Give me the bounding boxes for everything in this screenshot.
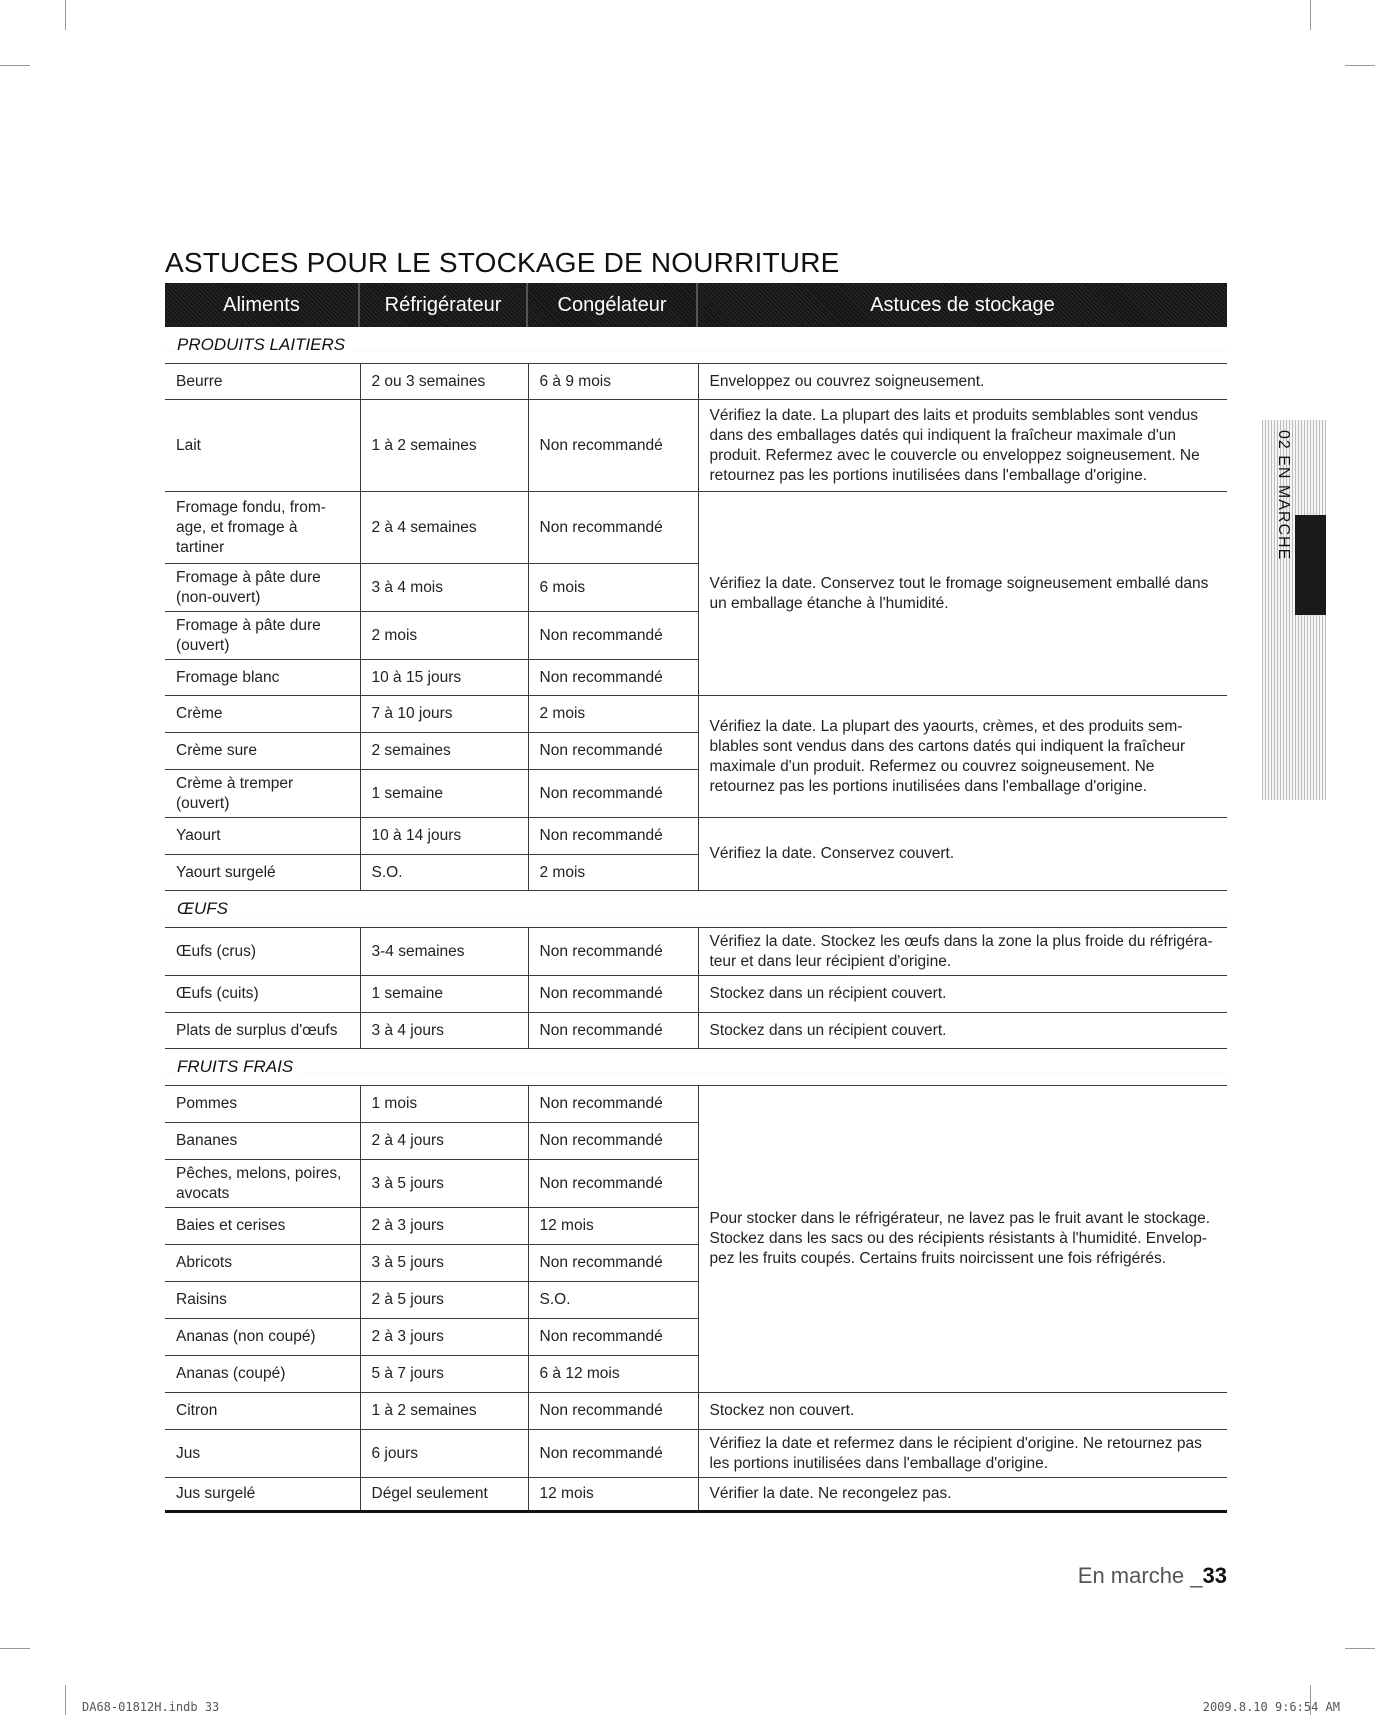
food-cell: Raisins (165, 1282, 360, 1319)
fridge-cell: 2 semaines (360, 733, 528, 770)
fridge-cell: 3-4 semaines (360, 928, 528, 976)
table-row (165, 1393, 1227, 1430)
fridge-cell: 1 à 2 semaines (360, 1393, 528, 1430)
table-row (165, 364, 1227, 400)
footer-label: En marche _ (1077, 1563, 1203, 1588)
food-cell: Yaourt (165, 818, 360, 855)
freezer-cell: Non recommandé (528, 612, 698, 660)
food-cell: Baies et cerises (165, 1208, 360, 1245)
crop-mark (0, 65, 30, 66)
freezer-cell: Non recommandé (528, 770, 698, 818)
tip-cell: Vérifiez la date. Conservez tout le fromage soigneusement emballé dans un emballage étanche à l'humidité. (698, 492, 1227, 696)
crop-mark (1310, 0, 1311, 30)
tip-cell: Enveloppez ou couvrez soigneusement. (698, 364, 1227, 400)
table-row (165, 1013, 1227, 1049)
table-row (165, 400, 1227, 492)
fridge-cell: 2 ou 3 semaines (360, 364, 528, 400)
fridge-cell: 2 à 4 jours (360, 1123, 528, 1160)
table-row (165, 696, 1227, 733)
food-cell: Lait (165, 400, 360, 492)
fridge-cell: 10 à 14 jours (360, 818, 528, 855)
fridge-cell: 1 semaine (360, 976, 528, 1013)
freezer-cell: Non recommandé (528, 660, 698, 696)
crop-mark (0, 1648, 30, 1649)
table-row (165, 928, 1227, 976)
food-cell: Fromage fondu, from-age, et fromage à tartiner (165, 492, 360, 564)
section-row (165, 1049, 1227, 1086)
crop-mark (1345, 65, 1375, 66)
fridge-cell: 1 à 2 semaines (360, 400, 528, 492)
freezer-cell: Non recommandé (528, 976, 698, 1013)
freezer-cell: 12 mois (528, 1208, 698, 1245)
page-title: ASTUCES POUR LE STOCKAGE DE NOURRITURE (165, 247, 1225, 286)
fridge-cell: 7 à 10 jours (360, 696, 528, 733)
food-cell: Crème (165, 696, 360, 733)
freezer-cell: 6 à 12 mois (528, 1356, 698, 1393)
table-row (165, 1430, 1227, 1478)
food-cell: Pêches, melons, poires, avocats (165, 1160, 360, 1208)
food-cell: Fromage à pâte dure (non-ouvert) (165, 564, 360, 612)
freezer-cell: 12 mois (528, 1478, 698, 1512)
section-title: ŒUFS (177, 899, 234, 918)
tip-cell: Vérifiez la date et refermez dans le récipient d'origine. Ne retournez pas les portions inutilisées dans l'emballage d'origine. (698, 1430, 1227, 1478)
freezer-cell: 6 à 9 mois (528, 364, 698, 400)
crop-mark (65, 0, 66, 30)
tip-cell: Vérifiez la date. Conservez couvert. (698, 818, 1227, 891)
food-cell: Œufs (cuits) (165, 976, 360, 1013)
food-cell: Fromage blanc (165, 660, 360, 696)
fridge-cell: 2 à 3 jours (360, 1319, 528, 1356)
table-header (165, 283, 1227, 327)
fridge-cell: 5 à 7 jours (360, 1356, 528, 1393)
freezer-cell: Non recommandé (528, 1013, 698, 1049)
table-row (165, 818, 1227, 855)
food-cell: Beurre (165, 364, 360, 400)
freezer-cell: 2 mois (528, 855, 698, 891)
fridge-cell: 3 à 5 jours (360, 1160, 528, 1208)
freezer-cell: 6 mois (528, 564, 698, 612)
header-congelateur: Congélateur (528, 283, 698, 327)
freezer-cell: S.O. (528, 1282, 698, 1319)
freezer-cell: Non recommandé (528, 1160, 698, 1208)
tip-cell: Vérifiez la date. La plupart des laits et produits semblables sont vendus dans des emballages datés qui indiquent la fraîcheur maximale d'un produit. Refermez avec le couvercle ou enveloppez soigneusement. Ne retournez pas les portions inutilisées dans l'emballage d'origine. (698, 400, 1227, 492)
table-row (165, 492, 1227, 564)
header-aliments: Aliments (165, 283, 360, 327)
freezer-cell: Non recommandé (528, 733, 698, 770)
fridge-cell: 2 à 5 jours (360, 1282, 528, 1319)
freezer-cell: Non recommandé (528, 928, 698, 976)
food-cell: Plats de surplus d'œufs (165, 1013, 360, 1049)
section-row (165, 327, 1227, 364)
fridge-cell: 1 mois (360, 1086, 528, 1123)
tip-cell: Vérifiez la date. Stockez les œufs dans la zone la plus froide du réfrigéra-teur et dans leur récipient d'origine. (698, 928, 1227, 976)
freezer-cell: Non recommandé (528, 1430, 698, 1478)
crop-mark (65, 1685, 66, 1715)
freezer-cell: Non recommandé (528, 1123, 698, 1160)
table-row (165, 1478, 1227, 1512)
freezer-cell: Non recommandé (528, 818, 698, 855)
tip-cell: Stockez dans un récipient couvert. (698, 976, 1227, 1013)
food-cell: Bananes (165, 1123, 360, 1160)
freezer-cell: Non recommandé (528, 400, 698, 492)
fridge-cell: 3 à 5 jours (360, 1245, 528, 1282)
food-cell: Ananas (non coupé) (165, 1319, 360, 1356)
freezer-cell: Non recommandé (528, 1245, 698, 1282)
food-cell: Abricots (165, 1245, 360, 1282)
chapter-label: 02 EN MARCHE (1275, 430, 1292, 561)
food-cell: Œufs (crus) (165, 928, 360, 976)
freezer-cell: Non recommandé (528, 1086, 698, 1123)
freezer-cell: Non recommandé (528, 1319, 698, 1356)
section-title: PRODUITS LAITIERS (177, 335, 351, 354)
fridge-cell: 2 mois (360, 612, 528, 660)
fridge-cell: S.O. (360, 855, 528, 891)
food-cell: Crème sure (165, 733, 360, 770)
tip-cell: Stockez dans un récipient couvert. (698, 1013, 1227, 1049)
fridge-cell: 3 à 4 mois (360, 564, 528, 612)
food-cell: Yaourt surgelé (165, 855, 360, 891)
freezer-cell: 2 mois (528, 696, 698, 733)
tip-cell: Stockez non couvert. (698, 1393, 1227, 1430)
freezer-cell: Non recommandé (528, 492, 698, 564)
print-slug-left: DA68-01812H.indb 33 (82, 1700, 220, 1714)
food-cell: Pommes (165, 1086, 360, 1123)
fridge-cell: 3 à 4 jours (360, 1013, 528, 1049)
crop-mark (1345, 1648, 1375, 1649)
freezer-cell: Non recommandé (528, 1393, 698, 1430)
header-refrigerateur: Réfrigérateur (360, 283, 528, 327)
tip-cell: Vérifiez la date. La plupart des yaourts, crèmes, et des produits sem-blables sont vendus dans des cartons datés qui indiquent la fraîcheur maximale d'un produit. Refermez ou couvrez soigneusement. Ne retournez pas les portions inutilisées dans l'emballage d'origine. (698, 696, 1227, 818)
chapter-side-tab-marker (1295, 515, 1326, 615)
print-slug-right: 2009.8.10 9:6:54 AM (1202, 1700, 1340, 1714)
food-cell: Jus (165, 1430, 360, 1478)
tip-cell: Vérifier la date. Ne recongelez pas. (698, 1478, 1227, 1512)
fridge-cell: 2 à 3 jours (360, 1208, 528, 1245)
section-row (165, 891, 1227, 928)
table-row (165, 976, 1227, 1013)
page-footer (1078, 1563, 1227, 1589)
tip-cell: Pour stocker dans le réfrigérateur, ne lavez pas le fruit avant le stockage. Stockez dans les sacs ou des récipients résistants à l'humidité. Envelop-pez les fruits coupés. Certains fruits noircissent une fois réfrigérés. (698, 1086, 1227, 1393)
fridge-cell: 2 à 4 semaines (360, 492, 528, 564)
storage-table (165, 327, 1227, 1513)
food-cell: Crème à tremper (ouvert) (165, 770, 360, 818)
food-cell: Ananas (coupé) (165, 1356, 360, 1393)
fridge-cell: 1 semaine (360, 770, 528, 818)
section-title: FRUITS FRAIS (177, 1057, 299, 1076)
food-cell: Citron (165, 1393, 360, 1430)
table-row (165, 1086, 1227, 1123)
header-astuces: Astuces de stockage (870, 294, 1055, 316)
food-cell: Fromage à pâte dure (ouvert) (165, 612, 360, 660)
page-number: 33 (1202, 1563, 1227, 1588)
fridge-cell: 10 à 15 jours (360, 660, 528, 696)
fridge-cell: Dégel seulement (360, 1478, 528, 1512)
fridge-cell: 6 jours (360, 1430, 528, 1478)
food-cell: Jus surgelé (165, 1478, 360, 1512)
